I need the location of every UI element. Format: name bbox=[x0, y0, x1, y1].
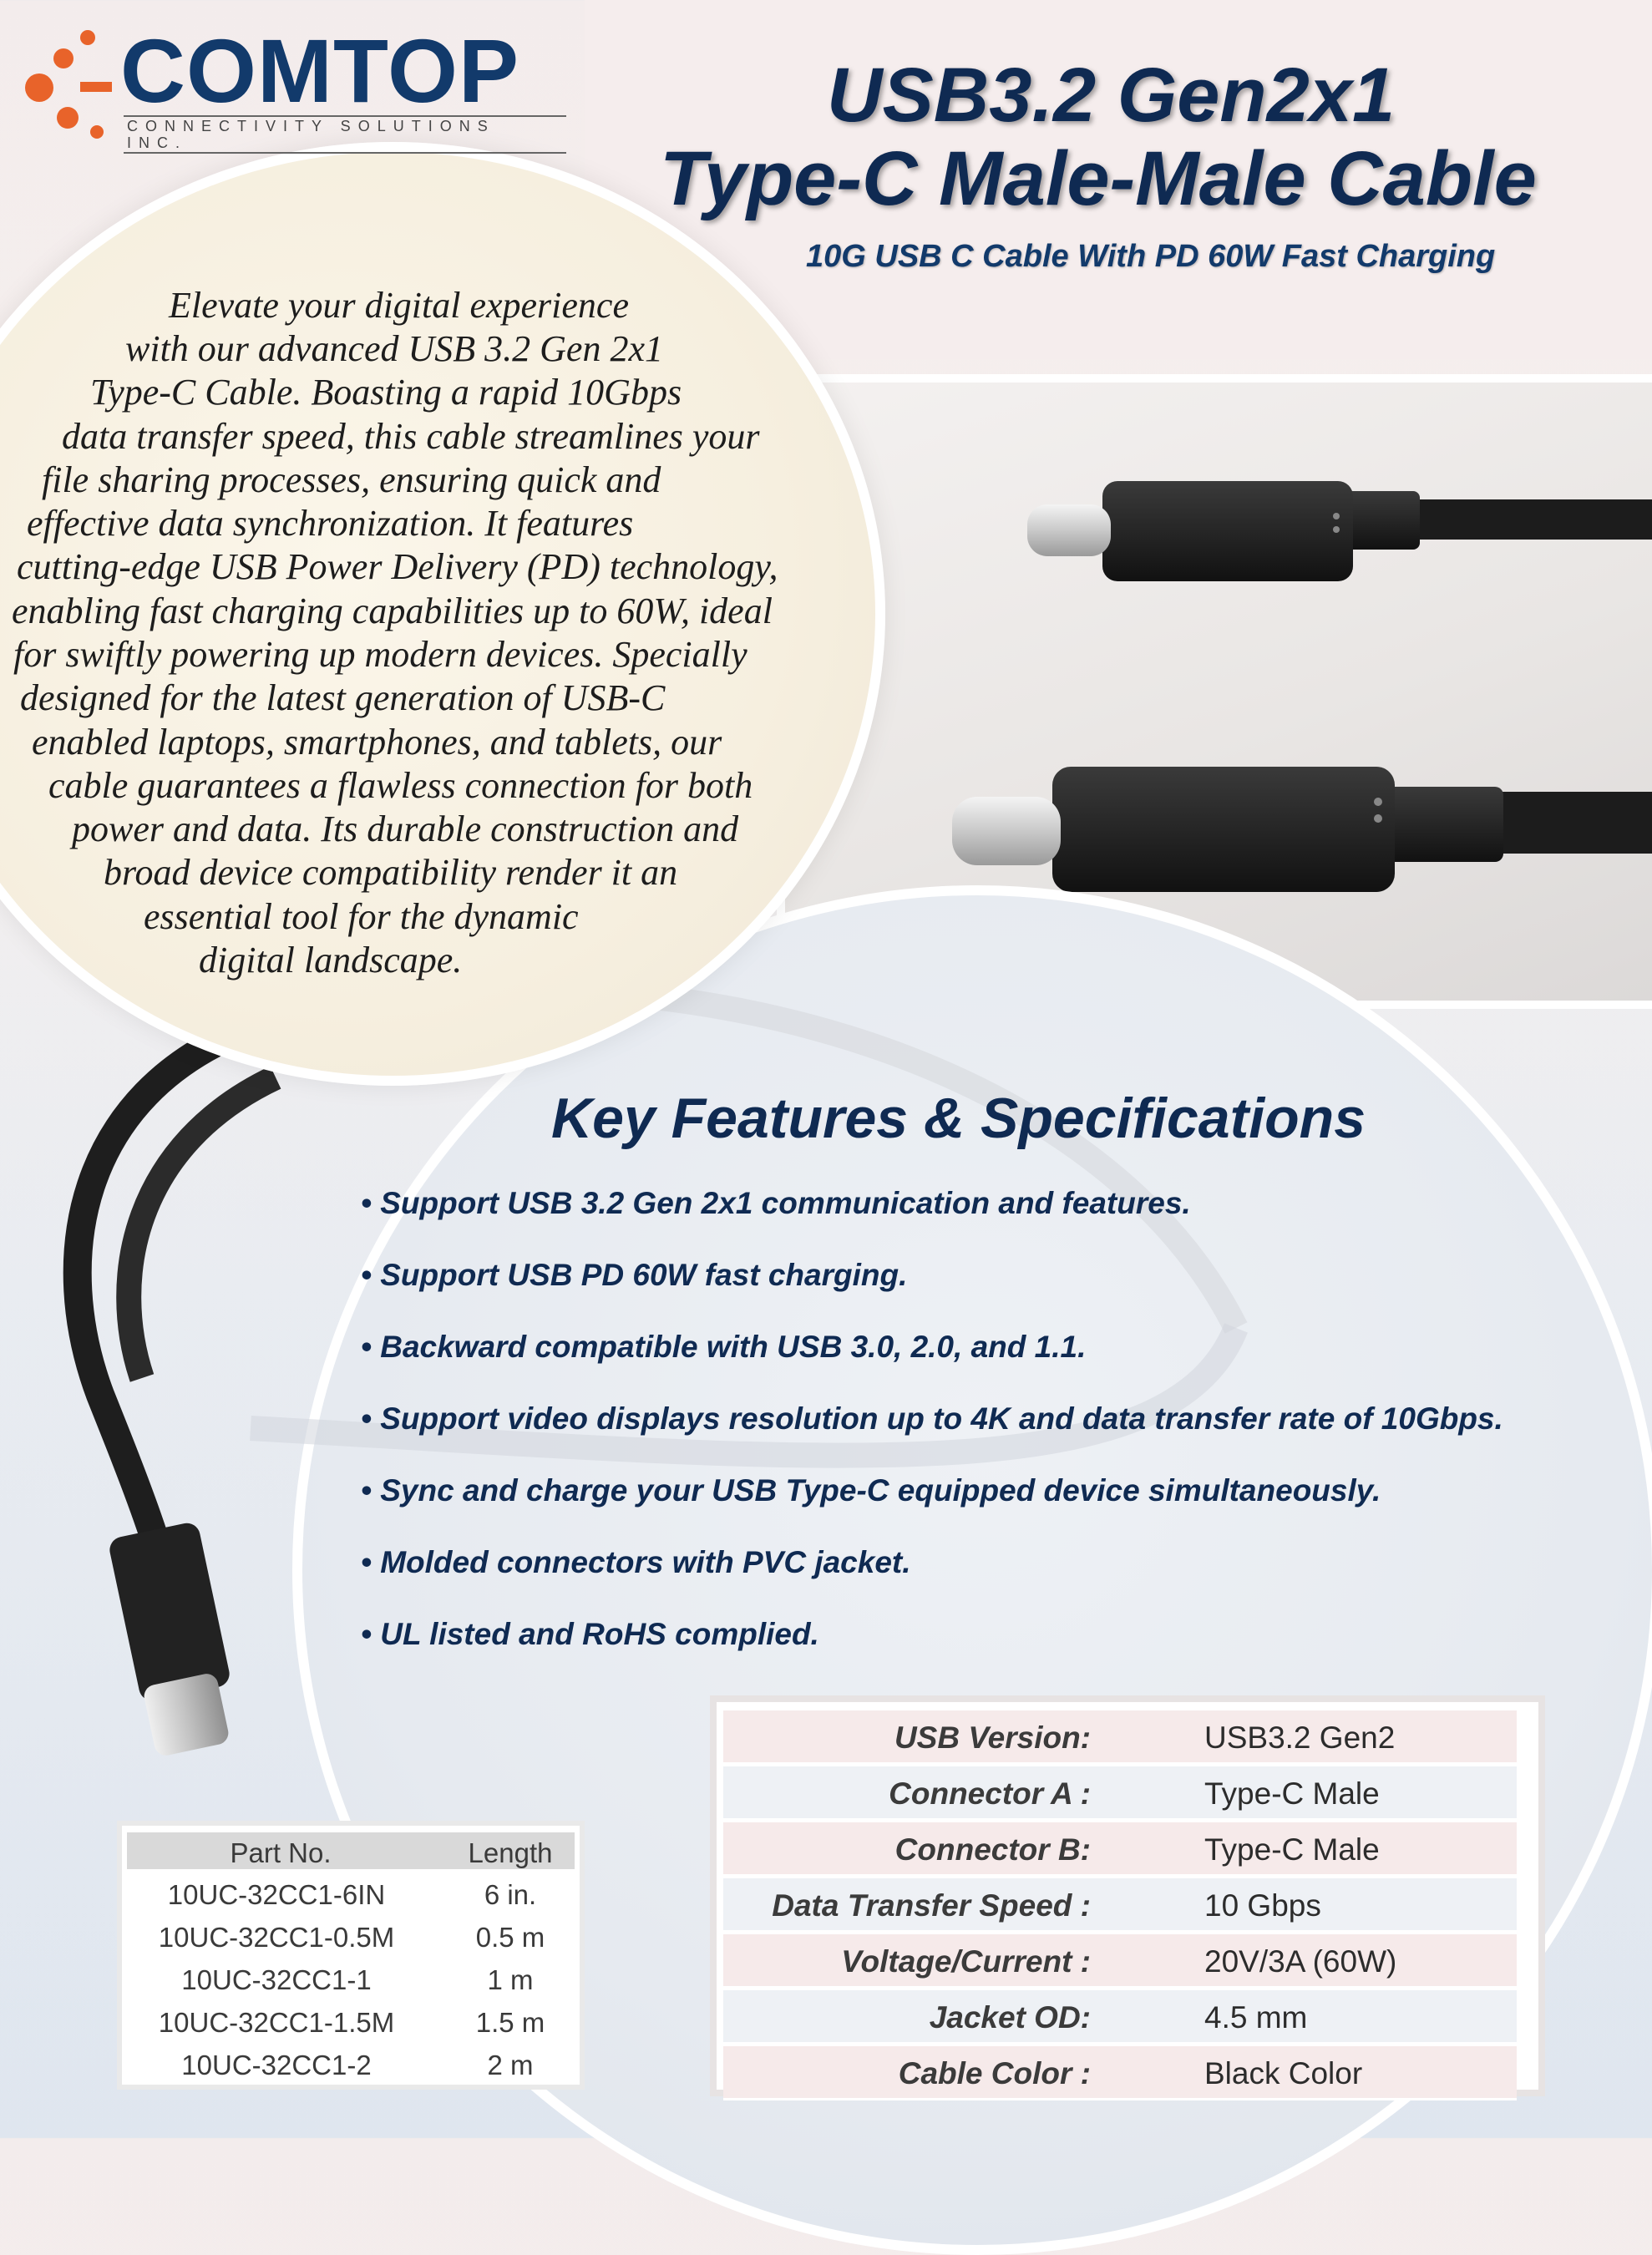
part-number: 10UC-32CC1-1.5M bbox=[158, 2007, 395, 2038]
description-line: with our advanced USB 3.2 Gen 2x1 bbox=[125, 328, 663, 369]
page-subtitle: 10G USB C Cable With PD 60W Fast Charging bbox=[806, 239, 1496, 274]
description-line: Type-C Cable. Boasting a rapid 10Gbps bbox=[90, 372, 682, 413]
spec-row bbox=[723, 1990, 1517, 2045]
spec-value: Black Color bbox=[1204, 2056, 1363, 2090]
part-number: 10UC-32CC1-2 bbox=[181, 2050, 372, 2080]
description-line: designed for the latest generation of USB-C bbox=[20, 677, 666, 718]
page-title-line2: Type-C Male-Male Cable bbox=[660, 136, 1537, 221]
logo-dot bbox=[90, 125, 104, 139]
spec-label: Data Transfer Speed : bbox=[772, 1888, 1091, 1923]
description-line: data transfer speed, this cable streamlines your bbox=[62, 416, 760, 457]
spec-value: Type-C Male bbox=[1204, 1832, 1380, 1867]
feature-item: • Sync and charge your USB Type-C equipped device simultaneously. bbox=[361, 1473, 1381, 1508]
spec-value: 20V/3A (60W) bbox=[1204, 1944, 1397, 1979]
comtop-logo bbox=[23, 20, 566, 151]
description-line: Elevate your digital experience bbox=[169, 285, 629, 326]
logo-wordmark: COMTOP bbox=[120, 20, 520, 121]
spec-row bbox=[723, 1822, 1517, 1877]
page-title-line1: USB3.2 Gen2x1 bbox=[827, 53, 1396, 138]
part-number: 10UC-32CC1-1 bbox=[181, 1964, 372, 1995]
description-line: enabled laptops, smartphones, and tablets, our bbox=[32, 722, 722, 763]
spec-value: Type-C Male bbox=[1204, 1776, 1380, 1811]
spec-label: Jacket OD: bbox=[929, 2000, 1091, 2035]
feature-item: • UL listed and RoHS complied. bbox=[361, 1617, 819, 1651]
spec-label: Cable Color : bbox=[898, 2056, 1091, 2090]
spec-value: 4.5 mm bbox=[1204, 2000, 1308, 2035]
spec-row bbox=[723, 1934, 1517, 1989]
description-line: enabling fast charging capabilities up to 60W, ideal bbox=[12, 590, 773, 631]
part-header-length: Length bbox=[468, 1837, 553, 1868]
spec-label: Connector B: bbox=[894, 1832, 1091, 1867]
spec-label: Voltage/Current : bbox=[841, 1944, 1091, 1979]
feature-item: • Backward compatible with USB 3.0, 2.0, and 1.1. bbox=[361, 1330, 1087, 1364]
features-heading: Key Features & Specifications bbox=[551, 1087, 1366, 1150]
logo-dash bbox=[80, 82, 112, 92]
part-length: 0.5 m bbox=[475, 1922, 545, 1953]
spec-label: Connector A : bbox=[889, 1776, 1091, 1811]
description-line: file sharing processes, ensuring quick and bbox=[42, 459, 661, 500]
spec-row bbox=[723, 1878, 1517, 1933]
specification-table bbox=[710, 1695, 1545, 2096]
logo-tagline: CONNECTIVITY SOLUTIONS INC. bbox=[124, 115, 566, 154]
description-line: digital landscape. bbox=[199, 940, 463, 981]
part-number-table bbox=[117, 1821, 585, 2090]
description-line: broad device compatibility render it an bbox=[104, 852, 678, 893]
part-length: 1 m bbox=[487, 1964, 534, 1995]
feature-item: • Support USB PD 60W fast charging. bbox=[361, 1258, 908, 1292]
description-line: power and data. Its durable construction and bbox=[72, 808, 739, 849]
spec-row bbox=[723, 1766, 1517, 1821]
part-number: 10UC-32CC1-0.5M bbox=[158, 1922, 395, 1953]
description-line: essential tool for the dynamic bbox=[144, 896, 579, 937]
logo-dot bbox=[53, 48, 73, 68]
spec-value: 10 Gbps bbox=[1204, 1888, 1321, 1923]
part-length: 1.5 m bbox=[475, 2007, 545, 2038]
logo-dot bbox=[80, 30, 95, 45]
part-length: 6 in. bbox=[484, 1879, 537, 1910]
spec-row bbox=[723, 2046, 1517, 2100]
part-length: 2 m bbox=[487, 2050, 534, 2080]
logo-dot bbox=[57, 107, 79, 129]
part-number: 10UC-32CC1-6IN bbox=[167, 1879, 386, 1910]
description-line: cutting-edge USB Power Delivery (PD) technology, bbox=[17, 546, 778, 587]
spec-row bbox=[723, 1710, 1517, 1765]
feature-item: • Molded connectors with PVC jacket. bbox=[361, 1545, 911, 1579]
coiled-cable-photo bbox=[0, 960, 1336, 1779]
description-line: for swiftly powering up modern devices. Specially bbox=[13, 634, 747, 675]
description-line: cable guarantees a flawless connection for both bbox=[48, 765, 753, 806]
spec-value: USB3.2 Gen2 bbox=[1204, 1720, 1396, 1755]
feature-item: • Support video displays resolution up to 4K and data transfer rate of 10Gbps. bbox=[361, 1401, 1503, 1436]
logo-dot bbox=[25, 73, 53, 102]
part-header-partno: Part No. bbox=[230, 1837, 332, 1868]
feature-item: • Support USB 3.2 Gen 2x1 communication and features. bbox=[361, 1186, 1191, 1220]
spec-label: USB Version: bbox=[894, 1720, 1091, 1755]
description-line: effective data synchronization. It features bbox=[27, 503, 634, 544]
